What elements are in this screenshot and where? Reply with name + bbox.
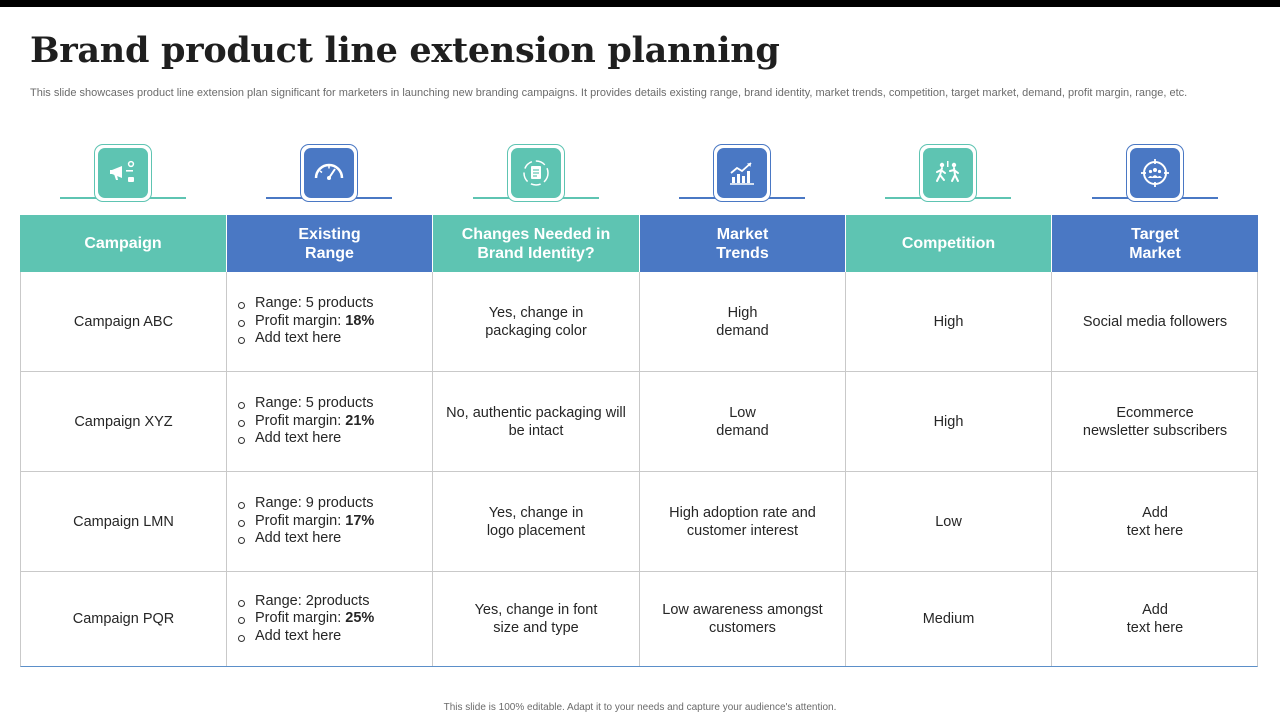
cell-target-market-text: Ecommerce newsletter subscribers xyxy=(1082,404,1228,439)
cell-brand-identity xyxy=(433,272,640,372)
range-bullet-list xyxy=(237,593,374,646)
cell-competition xyxy=(846,572,1052,666)
cell-target-market xyxy=(1052,472,1258,572)
competition-icon xyxy=(923,148,973,198)
cell-market-trends xyxy=(640,572,846,666)
header-target-market: Target Market xyxy=(1052,215,1258,272)
icon-slot-brand-identity xyxy=(433,140,639,210)
icon-slot-existing-range xyxy=(226,140,432,210)
header-campaign: Campaign xyxy=(20,215,227,272)
icon-slot-competition xyxy=(845,140,1051,210)
cell-campaign-text: Campaign XYZ xyxy=(74,413,173,430)
cell-brand-identity-text: No, authentic packaging will be intact xyxy=(446,404,626,439)
icon-frame xyxy=(507,144,565,202)
icon-slot-campaign xyxy=(20,140,226,210)
cell-target-market-text: Add text here xyxy=(1126,602,1184,636)
cell-brand-identity-text: Yes, change in font size and type xyxy=(474,602,598,636)
footer-note: This slide is 100% editable. Adapt it to your needs and capture your audience's attention. xyxy=(443,702,837,713)
cell-target-market xyxy=(1052,572,1258,666)
range-bullet: Range: 5 products xyxy=(237,395,374,413)
cell-target-market-text: Add text here xyxy=(1126,504,1184,539)
profit-margin-bullet: Profit margin: 21% xyxy=(237,413,374,431)
range-bullet-list xyxy=(237,295,374,348)
icons-row xyxy=(20,140,1258,210)
page-subtitle: This slide showcases product line extension plan significant for marketers in launching new branding campaigns. It provides details existing range, brand identity, market trends, competition, target market, demand, profit margin, range, etc. xyxy=(30,87,1188,99)
icon-frame xyxy=(94,144,152,202)
target-audience-icon xyxy=(1130,148,1180,198)
cell-existing-range xyxy=(227,472,433,572)
extra-bullet: Add text here xyxy=(237,330,374,348)
icon-frame xyxy=(919,144,977,202)
profit-margin-value: 17% xyxy=(345,512,375,529)
table-body xyxy=(20,272,1258,667)
header-existing-range: Existing Range xyxy=(227,215,433,272)
megaphone-icon xyxy=(98,148,148,198)
cell-brand-identity xyxy=(433,572,640,666)
profit-margin-bullet: Profit margin: 25% xyxy=(237,610,374,628)
cell-campaign xyxy=(21,272,227,372)
profit-margin-value: 25% xyxy=(345,610,375,627)
cell-campaign xyxy=(21,572,227,666)
header-competition: Competition xyxy=(846,215,1052,272)
range-bullet: Range: 5 products xyxy=(237,295,374,313)
cell-target-market xyxy=(1052,372,1258,472)
cell-competition xyxy=(846,472,1052,572)
cell-competition-text: Medium xyxy=(922,611,975,627)
profit-margin-bullet: Profit margin: 17% xyxy=(237,513,374,531)
top-bar xyxy=(0,0,1280,7)
cell-brand-identity xyxy=(433,372,640,472)
cell-existing-range xyxy=(227,272,433,372)
header-market-trends: Market Trends xyxy=(640,215,846,272)
brand-identity-icon xyxy=(511,148,561,198)
range-bullet-list xyxy=(237,395,374,448)
cell-competition xyxy=(846,272,1052,372)
cell-market-trends-text: High demand xyxy=(716,304,769,339)
cell-campaign xyxy=(21,372,227,472)
icon-slot-market-trends xyxy=(639,140,845,210)
range-bullet: Range: 2products xyxy=(237,593,374,611)
icon-frame xyxy=(300,144,358,202)
cell-existing-range xyxy=(227,372,433,472)
gauge-icon xyxy=(304,148,354,198)
header-brand-identity: Changes Needed in Brand Identity? xyxy=(433,215,640,272)
cell-market-trends xyxy=(640,372,846,472)
profit-margin-bullet: Profit margin: 18% xyxy=(237,313,374,331)
cell-market-trends-text: Low awareness amongst customers xyxy=(662,602,823,636)
cell-target-market xyxy=(1052,272,1258,372)
cell-campaign-text: Campaign PQR xyxy=(72,611,175,627)
icon-frame xyxy=(1126,144,1184,202)
cell-brand-identity-text: Yes, change in packaging color xyxy=(485,304,587,339)
range-bullet: Range: 9 products xyxy=(237,495,374,513)
extra-bullet: Add text here xyxy=(237,628,374,646)
cell-competition-text: High xyxy=(933,413,964,430)
cell-campaign-text: Campaign LMN xyxy=(73,513,174,530)
cell-campaign xyxy=(21,472,227,572)
range-bullet-list xyxy=(237,495,374,548)
cell-competition xyxy=(846,372,1052,472)
cell-target-market-text: Social media followers xyxy=(1082,313,1228,330)
profit-margin-value: 18% xyxy=(345,312,375,329)
planning-table xyxy=(20,215,1258,667)
profit-margin-value: 21% xyxy=(345,412,375,429)
cell-market-trends xyxy=(640,272,846,372)
extra-bullet: Add text here xyxy=(237,530,374,548)
trend-chart-icon xyxy=(717,148,767,198)
cell-market-trends-text: High adoption rate and customer interest xyxy=(669,504,816,539)
cell-brand-identity-text: Yes, change in logo placement xyxy=(486,504,586,539)
icon-frame xyxy=(713,144,771,202)
cell-existing-range xyxy=(227,572,433,666)
icon-slot-target-market xyxy=(1052,140,1258,210)
cell-market-trends-text: Low demand xyxy=(716,404,769,439)
cell-competition-text: High xyxy=(933,313,964,330)
extra-bullet: Add text here xyxy=(237,430,374,448)
page-title: Brand product line extension planning xyxy=(30,30,780,71)
cell-brand-identity xyxy=(433,472,640,572)
cell-competition-text: Low xyxy=(935,513,962,530)
cell-market-trends xyxy=(640,472,846,572)
cell-campaign-text: Campaign ABC xyxy=(73,313,174,330)
